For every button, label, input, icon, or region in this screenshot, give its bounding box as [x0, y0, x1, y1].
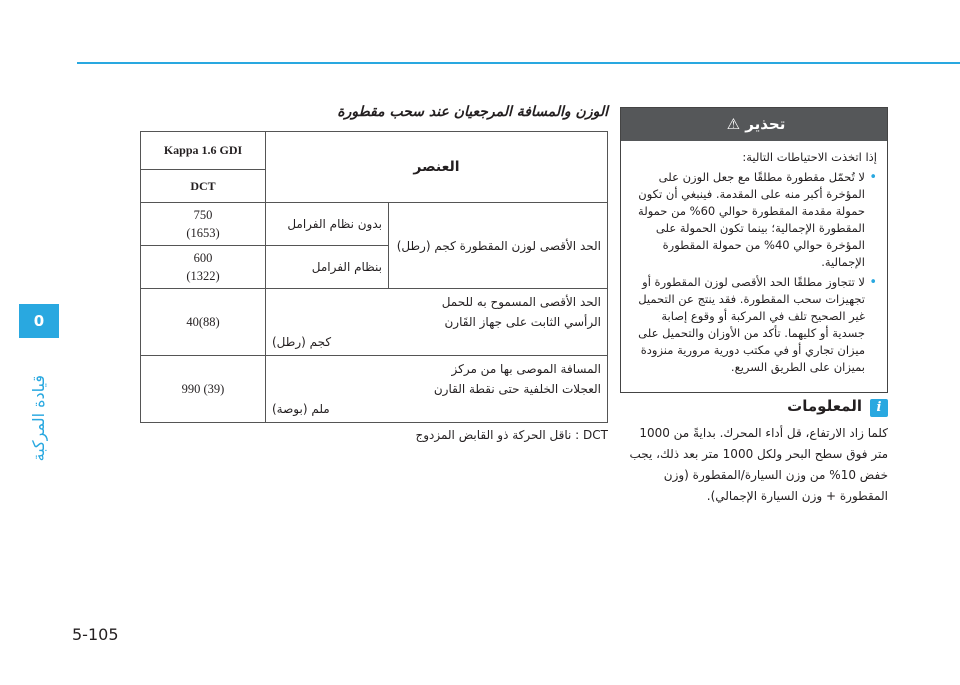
section-title: الوزن والمسافة المرجعيان عند سحب مقطورة — [337, 104, 608, 120]
item-header: العنصر — [266, 132, 608, 203]
warning-triangle-icon: ⚠ — [726, 115, 741, 133]
warning-body — [621, 141, 887, 385]
info-body: كلما زاد الارتفاع، قل أداء المحرك. بدايةً من 1000 متر فوق سطح البحر ولكل 1000 متر بعد ذلك، يجب خفض 10% من وزن السيارة/المقطورة (وزن المقطورة + وزن السيارة الإجمالي). — [629, 426, 888, 503]
page-number: 5-105 — [72, 625, 119, 644]
chapter-title: قيادة المركبة — [29, 375, 48, 462]
warning-bullet: • لا تُحمّل مقطورة مطلقًا مع جعل الوزن على المؤخرة أكبر منه على المقدمة. فينبغي أن تكون حمولة مقدمة المقطورة حوالي 60% من حمولة المقطورة الإجمالية؛ بينما تكون الحمولة على المؤخرة حوالي 40% من حمولة المقطورة الإجمالية. — [629, 169, 877, 271]
table-cell-value: 750 (1653) — [141, 203, 266, 246]
transmission-header: DCT — [141, 170, 266, 203]
info-icon: i — [870, 399, 888, 417]
info-header — [700, 397, 888, 421]
warning-bullet: • لا تتجاوز مطلقًا الحد الأقصى لوزن المقطورة أو تجهيزات سحب المقطورة. فقد ينتج عن التحميل غير الصحيح تلف في المركبة أو وقوع إصابة جسدية أو كليهما. تأكد من الأوزان والتحميل على ميزان تجاري أو في مكتب دورية مرورية منزودة بميزان على الطريق السريع. — [629, 274, 877, 376]
engine-header: Kappa 1.6 GDI — [141, 132, 266, 170]
table-caption: DCT : ناقل الحركة ذو القابض المزدوج — [415, 428, 608, 442]
table-cell-value: 990 (39) — [141, 356, 266, 423]
warning-header — [621, 108, 887, 141]
warning-intro: إذا اتخذت الاحتياطات التالية: — [742, 150, 877, 164]
spec-table — [140, 131, 608, 423]
chapter-tab: 0 — [19, 304, 59, 338]
table-cell-label: الحد الأقصى المسموح به للحمل الرأسي الثابت على جهاز القَارن كجم (رطل) — [266, 289, 608, 356]
warning-title: تحذير — [745, 115, 786, 133]
top-rule — [77, 62, 960, 64]
table-cell-label: بنظام الفرامل — [266, 246, 389, 289]
warning-box — [620, 107, 888, 393]
table-cell-value: 600 (1322) — [141, 246, 266, 289]
info-title: المعلومات — [787, 397, 862, 415]
table-cell-label: بدون نظام الفرامل — [266, 203, 389, 246]
table-cell-label: المسافة الموصى بها من مركز العجلات الخلفية حتى نقطة القارن ملم (بوصة) — [266, 356, 608, 423]
table-cell-merged-label: الحد الأقصى لوزن المقطورة كجم (رطل) — [389, 203, 608, 289]
table-cell-value: 40(88) — [141, 289, 266, 356]
